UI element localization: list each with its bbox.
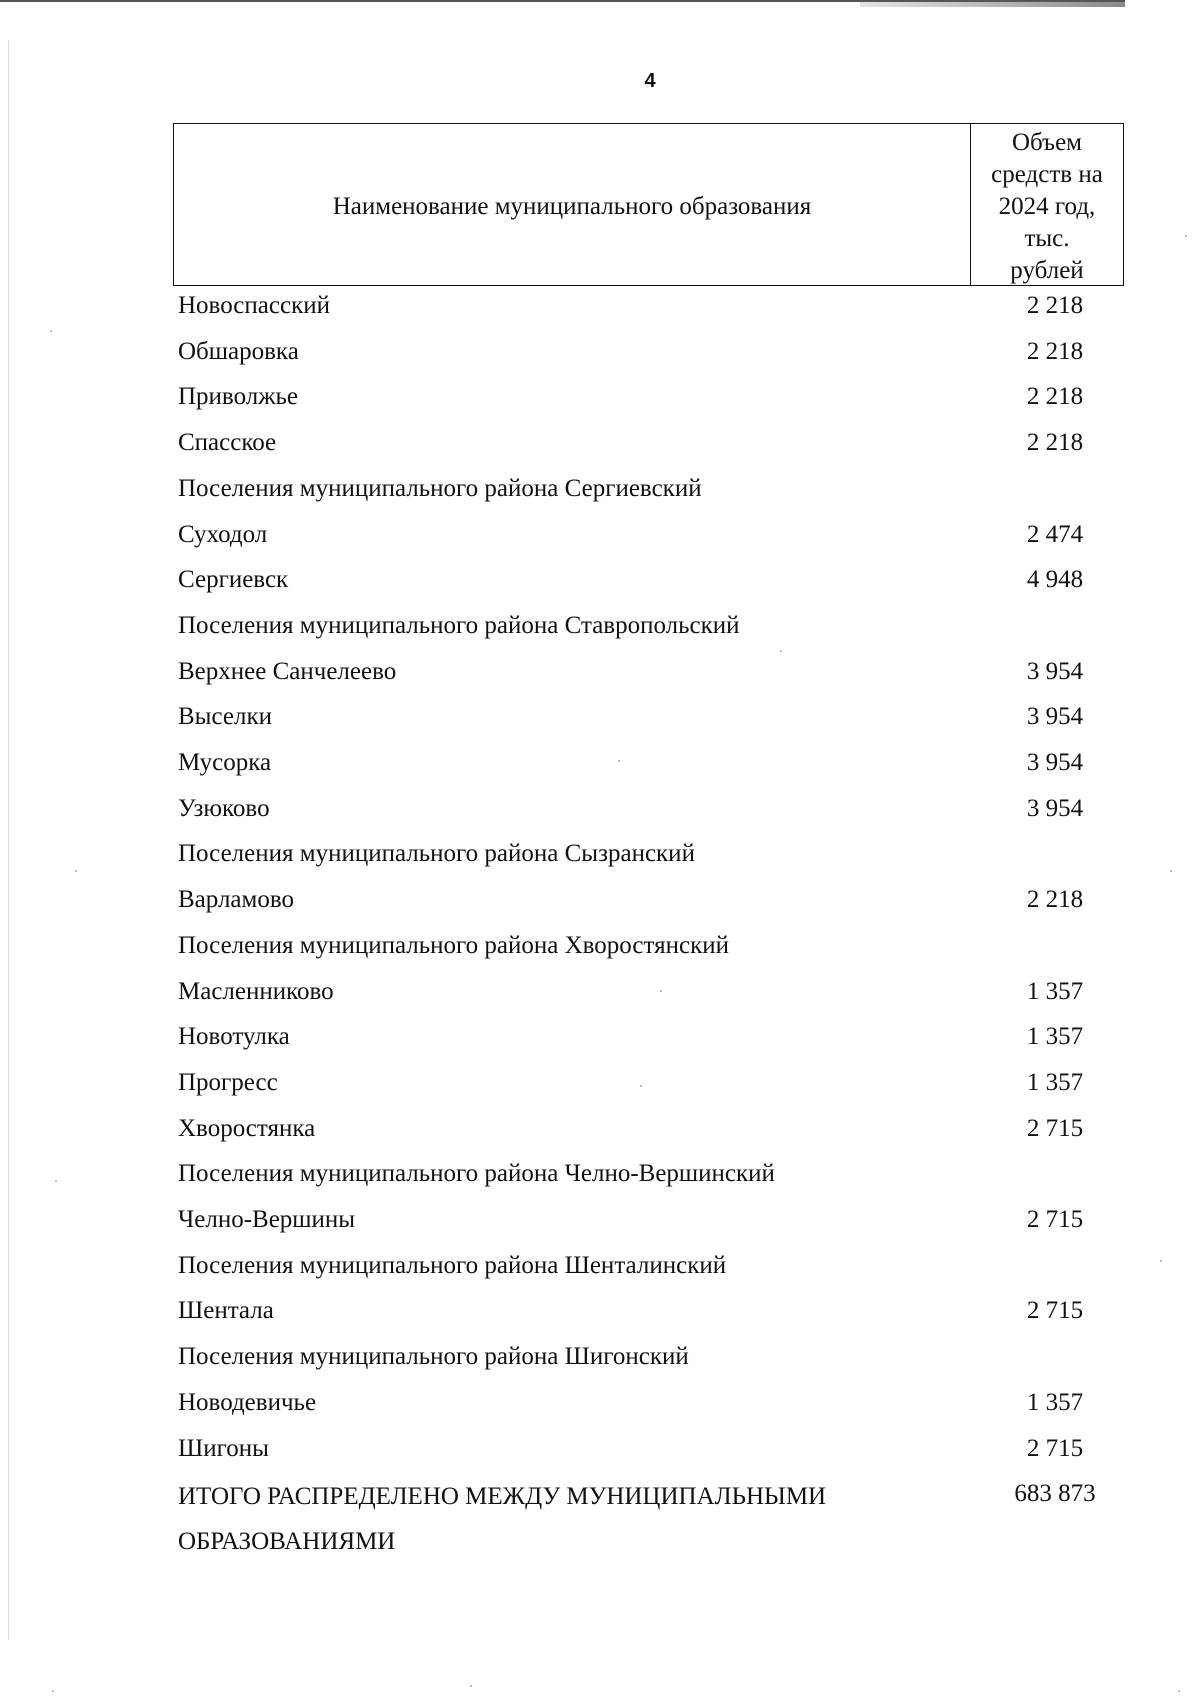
group-heading-row <box>0 1337 1200 1383</box>
amount-value: 3 954 <box>1026 749 1084 776</box>
district-group-name: Поселения муниципального района Челно-Вершинский <box>178 1160 775 1188</box>
district-group-name: Поселения муниципального района Сергиевский <box>178 474 702 502</box>
amount-value: 2 715 <box>1026 1114 1084 1142</box>
page-number-text: 4 <box>644 70 656 92</box>
district-group-name: Поселения муниципального района Хворостянский <box>178 931 730 959</box>
amount-value: 3 954 <box>1026 703 1084 731</box>
amount-header-line: тыс. <box>1024 225 1070 252</box>
table-row <box>0 1383 1200 1429</box>
municipality-name: Варламово <box>178 886 294 914</box>
district-group-name: Поселения муниципального района Шигонский <box>178 1343 689 1371</box>
scan-speck <box>55 1180 57 1182</box>
table-row <box>0 286 1200 332</box>
district-group-name: Поселения муниципального района Сызранский <box>178 840 695 868</box>
table-row <box>0 423 1200 469</box>
amount-header-line: 2024 год, <box>998 193 1096 220</box>
table-row <box>0 789 1200 835</box>
amount-value: 2 474 <box>1026 520 1084 548</box>
amount-value: 2 715 <box>1026 1297 1084 1325</box>
table-row <box>0 1429 1200 1475</box>
municipality-name: Челно-Вершины <box>178 1206 356 1233</box>
municipality-name: Сергиевск <box>178 566 289 594</box>
group-heading-row <box>0 1154 1200 1200</box>
municipality-name: Новоспасский <box>178 292 330 319</box>
table-row <box>0 1063 1200 1109</box>
amount-header-line: Объем <box>1012 129 1082 156</box>
scan-speck <box>52 1690 54 1692</box>
scan-speck <box>75 870 77 872</box>
total-label: ИТОГО РАСПРЕДЕЛЕНО МЕЖДУ МУНИЦИПАЛЬНЫМИ ОБРАЗОВАНИЯМИ <box>178 1483 827 1556</box>
table-row <box>0 743 1200 789</box>
municipality-name: Узюково <box>178 794 270 822</box>
municipality-name: Суходол <box>178 520 268 548</box>
page-number <box>0 70 1200 93</box>
scan-speck <box>640 1085 642 1087</box>
table-row <box>0 697 1200 743</box>
municipality-name: Верхнее Санчелеево <box>178 657 397 685</box>
municipality-name: Новодевичье <box>178 1388 317 1416</box>
table-row <box>0 377 1200 423</box>
municipality-name: Мусорка <box>178 749 272 776</box>
scan-speck <box>618 760 620 762</box>
municipality-name: Спасское <box>178 429 277 457</box>
scan-speck <box>50 330 52 332</box>
municipality-name: Масленниково <box>178 977 334 1005</box>
scan-speck <box>1170 870 1172 872</box>
amount-value: 1 357 <box>1026 1068 1084 1096</box>
group-heading-row <box>0 606 1200 652</box>
municipality-name: Прогресс <box>178 1068 278 1096</box>
table-row <box>0 972 1200 1018</box>
total-row <box>0 1474 1200 1556</box>
amount-value: 2 218 <box>1026 337 1084 365</box>
amount-value: 1 357 <box>1026 1023 1084 1051</box>
municipality-name: Шентала <box>178 1297 274 1325</box>
table-header <box>173 123 1124 286</box>
table-row <box>0 515 1200 561</box>
amount-value: 2 715 <box>1026 1434 1084 1462</box>
table-row <box>0 332 1200 378</box>
scan-speck <box>1178 1690 1180 1692</box>
column-header-amount <box>971 124 1123 285</box>
amount-value: 3 954 <box>1026 794 1084 822</box>
scan-speck <box>1160 1260 1162 1262</box>
amount-value: 2 218 <box>1026 383 1084 411</box>
municipality-name: Новотулка <box>178 1023 290 1051</box>
group-heading-row <box>0 926 1200 972</box>
table-row <box>0 652 1200 698</box>
table-row <box>0 1109 1200 1155</box>
group-heading-row <box>0 1246 1200 1292</box>
district-group-name: Поселения муниципального района Ставропольский <box>178 611 740 639</box>
group-heading-row <box>0 469 1200 515</box>
amount-value: 3 954 <box>1026 657 1084 685</box>
scan-speck <box>470 1685 472 1687</box>
amount-value: 2 218 <box>1026 292 1084 319</box>
column-header-name: Наименование муниципального образования <box>174 124 971 285</box>
amount-value: 4 948 <box>1026 566 1084 594</box>
amount-value: 2 218 <box>1026 886 1084 914</box>
municipality-name: Выселки <box>178 703 272 731</box>
scan-speck <box>1185 235 1187 237</box>
group-heading-row <box>0 834 1200 880</box>
scan-speck <box>780 650 782 652</box>
municipality-name: Обшаровка <box>178 337 299 365</box>
municipality-name: Хворостянка <box>178 1114 316 1142</box>
table-row <box>0 1200 1200 1246</box>
scan-edge-top-right <box>860 2 1125 7</box>
table-row <box>0 1017 1200 1063</box>
table-row <box>0 880 1200 926</box>
amount-value: 2 715 <box>1026 1206 1084 1233</box>
district-group-name: Поселения муниципального района Шенталинский <box>178 1251 727 1279</box>
amount-header-line: рублей <box>1010 257 1084 284</box>
amount-value: 2 218 <box>1026 429 1084 457</box>
amount-header-line: средств на <box>991 161 1103 188</box>
scan-speck <box>660 990 662 992</box>
table-row <box>0 1291 1200 1337</box>
total-amount: 683 873 <box>1014 1480 1096 1508</box>
amount-value: 1 357 <box>1026 977 1084 1005</box>
municipality-name: Шигоны <box>178 1434 269 1462</box>
municipality-name: Приволжье <box>178 383 298 411</box>
amount-value: 1 357 <box>1026 1388 1084 1416</box>
table-row <box>0 560 1200 606</box>
